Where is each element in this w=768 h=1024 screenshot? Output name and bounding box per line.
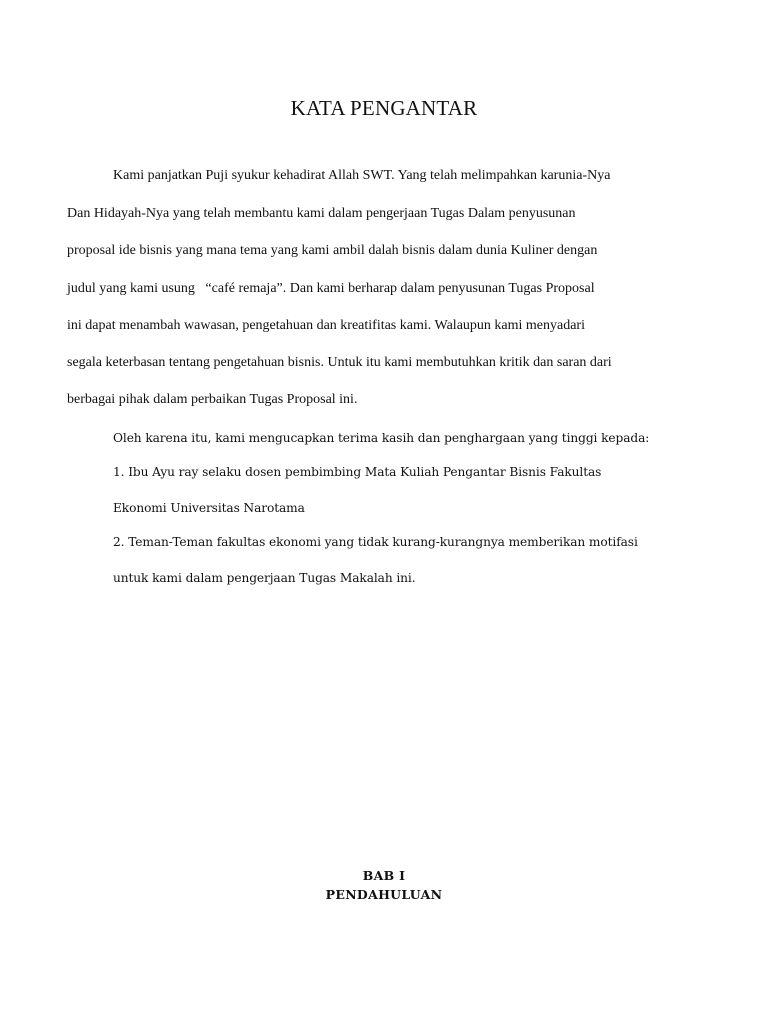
list-item-continuation: untuk kami dalam pengerjaan Tugas Makalah ini. [113, 571, 416, 585]
paragraph-line: Dan Hidayah-Nya yang telah membantu kami dalam pengerjaan Tugas Dalam penyusunan [67, 206, 576, 221]
paragraph-line: berbagai pihak dalam perbaikan Tugas Proposal ini. [67, 392, 358, 407]
paragraph-line: ini dapat menambah wawasan, pengetahuan dan kreatifitas kami. Walaupun kami menyadari [67, 318, 585, 333]
list-item: 1. Ibu Ayu ray selaku dosen pembimbing Mata Kuliah Pengantar Bisnis Fakultas [113, 465, 602, 479]
page-title: KATA PENGANTAR [290, 96, 478, 120]
chapter-number: BAB I [362, 868, 406, 883]
paragraph-line: proposal ide bisnis yang mana tema yang kami ambil dalah bisnis dalam dunia Kuliner dengan [67, 243, 598, 258]
chapter-title: PENDAHULUAN [325, 887, 443, 902]
paragraph-line: segala keterbasan tentang pengetahuan bisnis. Untuk itu kami membutuhkan kritik dan saran dari [67, 355, 612, 370]
paragraph-line: judul yang kami usung “café remaja”. Dan kami berharap dalam penyusunan Tugas Proposal [67, 281, 595, 296]
list-item: 2. Teman-Teman fakultas ekonomi yang tidak kurang-kurangnya memberikan motifasi [113, 535, 638, 549]
paragraph-line: Kami panjatkan Puji syukur kehadirat Allah SWT. Yang telah melimpahkan karunia-Nya [113, 168, 611, 183]
acknowledgement-intro: Oleh karena itu, kami mengucapkan terima kasih dan penghargaan yang tinggi kepada: [113, 431, 650, 445]
list-item-continuation: Ekonomi Universitas Narotama [113, 501, 305, 515]
